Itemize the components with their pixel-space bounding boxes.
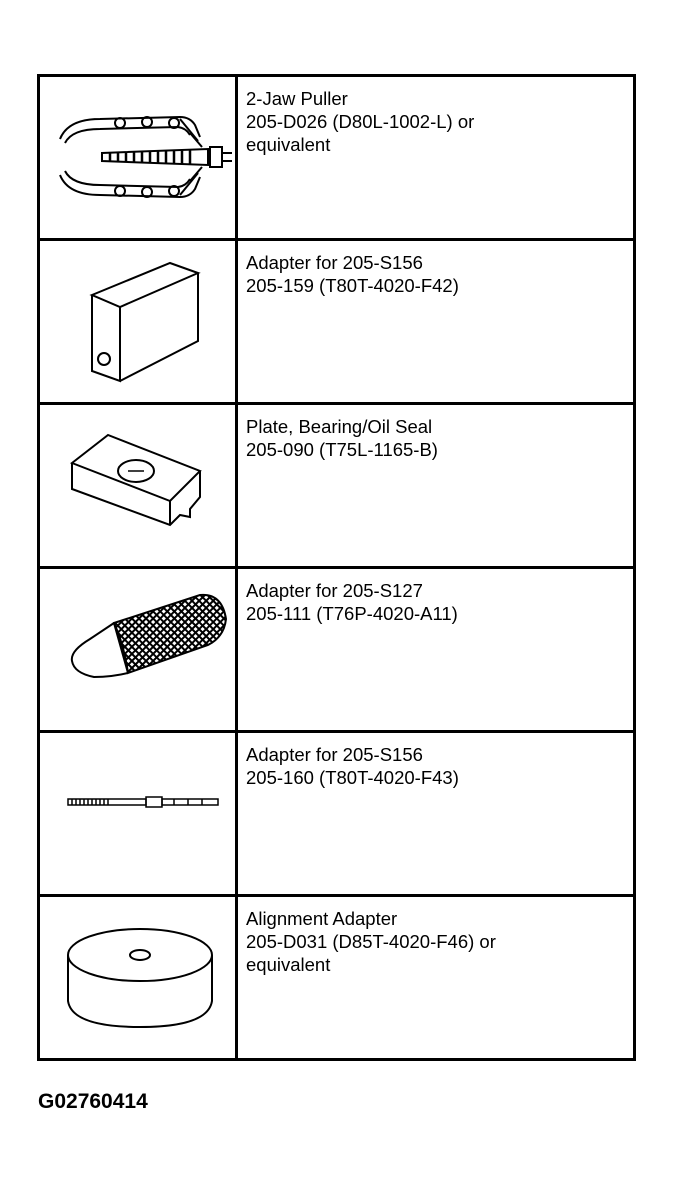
table-row — [39, 76, 635, 240]
tool-number: 205-111 (T76P-4020-A11) — [246, 603, 458, 624]
tool-illustration-cell — [39, 404, 237, 568]
tool-name: Adapter for 205-S156 — [246, 744, 423, 765]
tool-number: 205-159 (T80T-4020-F42) — [246, 275, 459, 296]
tool-description-cell — [237, 76, 635, 240]
tool-number: 205-090 (T75L-1165-B) — [246, 439, 438, 460]
table-row — [39, 896, 635, 1060]
table-row — [39, 568, 635, 732]
threaded-rod-icon — [40, 733, 235, 891]
tool-name: 2-Jaw Puller — [246, 88, 348, 109]
tool-illustration-cell — [39, 896, 237, 1060]
tool-number: 205-D031 (D85T-4020-F46) or — [246, 931, 496, 952]
alignment-disc-icon — [40, 897, 235, 1055]
tool-name: Adapter for 205-S127 — [246, 580, 423, 601]
tool-description-cell — [237, 896, 635, 1060]
special-tools-table — [37, 74, 636, 1061]
plate-icon — [40, 405, 235, 563]
tool-note: equivalent — [246, 134, 331, 155]
tool-illustration-cell — [39, 732, 237, 896]
tool-name: Adapter for 205-S156 — [246, 252, 423, 273]
tool-description-cell — [237, 240, 635, 404]
tool-illustration-cell — [39, 568, 237, 732]
table-row — [39, 404, 635, 568]
tool-description-cell — [237, 404, 635, 568]
adapter-block-icon — [40, 241, 235, 399]
knurled-adapter-icon — [40, 569, 235, 727]
tool-note: equivalent — [246, 954, 331, 975]
figure-id: G02760414 — [38, 1090, 148, 1113]
tool-description-cell — [237, 732, 635, 896]
table-row — [39, 240, 635, 404]
tool-illustration-cell — [39, 240, 237, 404]
tool-description-cell — [237, 568, 635, 732]
tool-number: 205-160 (T80T-4020-F43) — [246, 767, 459, 788]
tool-illustration-cell — [39, 76, 237, 240]
table-row — [39, 732, 635, 896]
tool-name: Plate, Bearing/Oil Seal — [246, 416, 433, 437]
tool-number: 205-D026 (D80L-1002-L) or — [246, 111, 475, 132]
tool-name: Alignment Adapter — [246, 908, 398, 929]
two-jaw-puller-icon — [40, 77, 235, 235]
